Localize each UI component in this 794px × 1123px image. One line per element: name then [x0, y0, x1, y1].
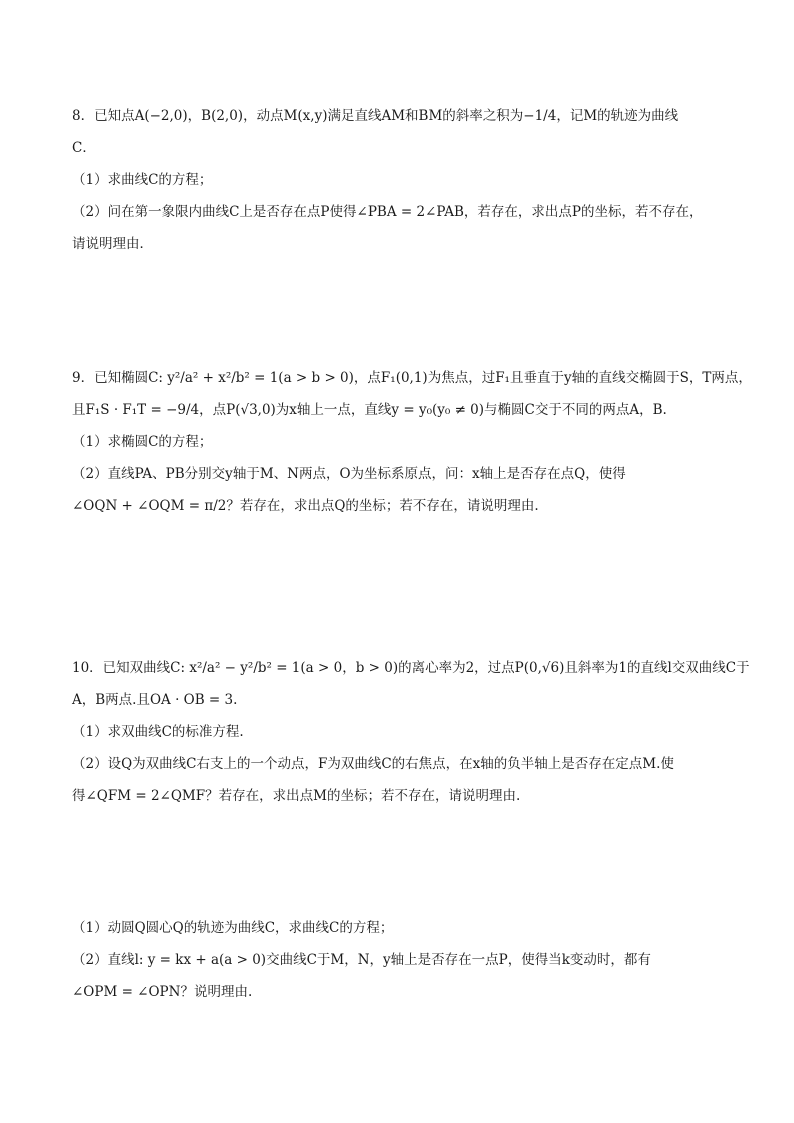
problem-9-part-2-cont: ∠OQN + ∠OQM = π/2？若存在，求出点Q的坐标；若不存在，请说明理由.	[72, 498, 539, 514]
problem-9	[72, 362, 752, 522]
problem-11	[72, 912, 732, 1008]
problem-8-part-1: （1）求曲线C的方程；	[72, 172, 213, 188]
problem-10-part-2: （2）设Q为双曲线C右支上的一个动点，F为双曲线C的右焦点，在x轴的负半轴上是否存在定点M.使	[72, 756, 674, 772]
problem-8	[72, 100, 732, 260]
problem-8-part-2: （2）问在第一象限内曲线C上是否存在点P使得∠PBA = 2∠PAB，若存在，求出点P的坐标，若不存在，	[72, 204, 703, 220]
problem-9-line-2: 且F₁S · F₁T = −9/4，点P(√3,0)为x轴上一点，直线y = y₀(y₀ ≠ 0)与椭圆C交于不同的两点A，B.	[72, 402, 667, 418]
problem-10-part-2-cont: 得∠QFM = 2∠QMF？若存在，求出点M的坐标；若不存在，请说明理由.	[72, 788, 521, 804]
problem-8-line-2: C．	[72, 140, 96, 156]
problem-10-part-1: （1）求双曲线C的标准方程.	[72, 724, 244, 740]
problem-10-line-2: A，B两点.且OA · OB = 3.	[72, 692, 238, 708]
problem-9-line-1: 9．已知椭圆C: y²/a² + x²/b² = 1(a > b > 0)，点F₁(0,1)为焦点，过F₁且垂直于y轴的直线交椭圆于S，T两点，	[72, 370, 752, 386]
problem-11-part-2: （2）直线l: y = kx + a(a > 0)交曲线C于M，N，y轴上是否存在一点P，使得当k变动时，都有	[72, 952, 651, 968]
problem-11-part-2-cont: ∠OPM = ∠OPN？说明理由.	[72, 984, 253, 1000]
problem-10	[72, 652, 750, 812]
problem-8-part-2-cont: 请说明理由．	[72, 236, 153, 252]
problem-10-line-1: 10．已知双曲线C: x²/a² − y²/b² = 1(a > 0，b > 0)的离心率为2，过点P(0,√6)且斜率为1的直线l交双曲线C于	[72, 660, 750, 676]
problem-11-part-1: （1）动圆Q圆心Q的轨迹为曲线C，求曲线C的方程；	[72, 920, 394, 936]
problem-9-part-1: （1）求椭圆C的方程；	[72, 434, 213, 450]
problem-8-line-1: 8．已知点A(−2,0)，B(2,0)，动点M(x,y)满足直线AM和BM的斜率之积为−1/4，记M的轨迹为曲线	[72, 108, 679, 124]
problem-9-part-2: （2）直线PA、PB分别交y轴于M、N两点，O为坐标系原点，问：x轴上是否存在点Q，使得	[72, 466, 626, 482]
